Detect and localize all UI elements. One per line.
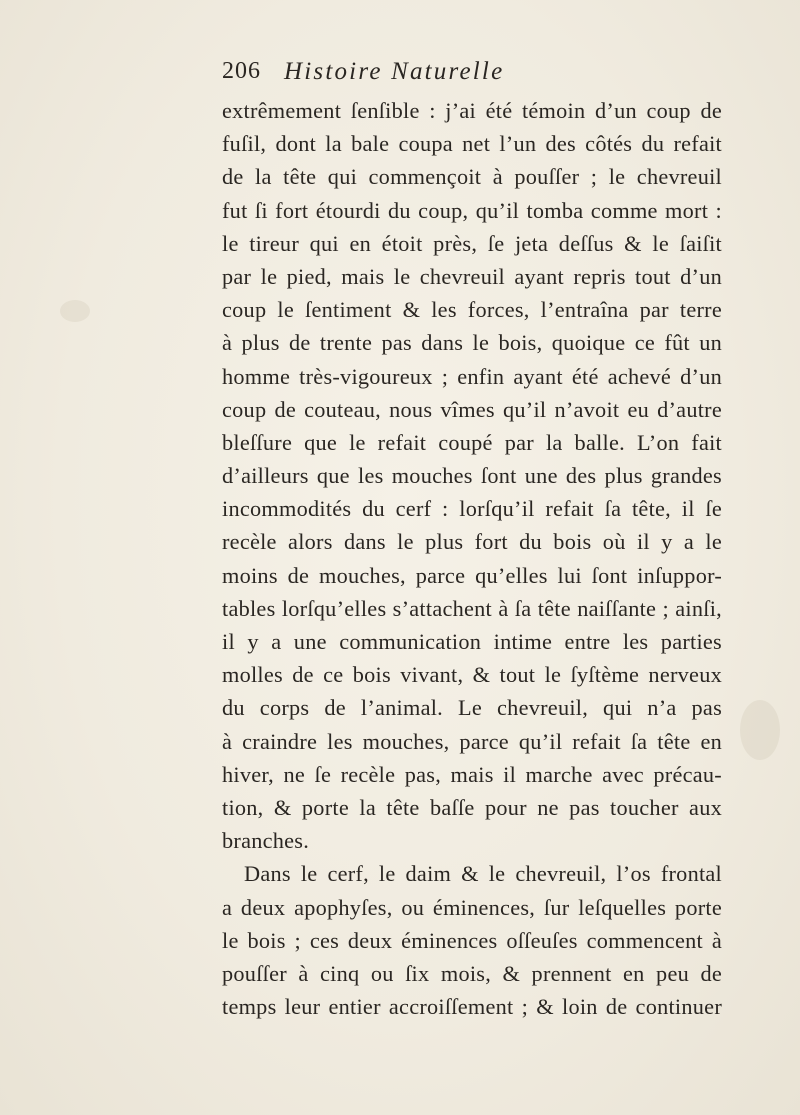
text-line: bleſſure que le refait coupé par la balle. L’on fait xyxy=(222,429,722,455)
text-line: d’ailleurs que les mouches ſont une des plus grandes xyxy=(222,463,722,489)
text-line: a deux apophyſes, ou éminences, ſur leſquelles porte xyxy=(222,894,722,920)
text-line: du corps de l’animal. Le chevreuil, qui n’a pas xyxy=(222,695,722,721)
text-line: le bois ; ces deux éminences oſſeuſes commencent à xyxy=(222,927,722,953)
text-line: homme très-vigoureux ; enfin ayant été achevé d’un xyxy=(222,363,722,389)
body-text xyxy=(222,94,722,1023)
paper-stain xyxy=(60,300,90,322)
text-line: branches. xyxy=(222,828,310,854)
text-line: recèle alors dans le plus fort du bois où il y a le xyxy=(222,529,722,555)
text-line: molles de ce bois vivant, & tout le ſyſtème nerveux xyxy=(222,662,722,688)
paper-stain xyxy=(740,700,780,760)
text-line: coup de couteau, nous vîmes qu’il n’avoit eu d’autre xyxy=(222,396,722,422)
text-line: il y a une communication intime entre les parties xyxy=(222,629,722,654)
running-title: Histoire Naturelle xyxy=(284,58,505,85)
text-line: extrêmement ſenſible : j’ai été témoin d’un coup de xyxy=(222,98,722,123)
text-line: à plus de trente pas dans le bois, quoique ce fût un xyxy=(222,330,722,356)
text-line: moins de mouches, parce qu’elles lui ſont inſuppor- xyxy=(222,562,722,588)
text-line: Dans le cerf, le daim & le chevreuil, l’os frontal xyxy=(244,861,722,887)
text-line: incommodités du cerf : lorſqu’il refait ſa tête, il ſe xyxy=(222,496,722,522)
text-line: tables lorſqu’elles s’attachent à ſa tête naiſſante ; ainſi, xyxy=(222,595,722,621)
text-line: tion, & porte la tête baſſe pour ne pas toucher aux xyxy=(222,794,722,820)
running-head xyxy=(222,58,642,92)
text-line: fuſil, dont la bale coupa net l’un des côtés du refait xyxy=(222,131,722,157)
page-number: 206 xyxy=(222,58,261,84)
text-line: pouſſer à cinq ou ſix mois, & prennent en peu de xyxy=(222,960,722,986)
text-line: le tireur qui en étoit près, ſe jeta deſſus & le ſaiſit xyxy=(222,230,722,256)
text-line: hiver, ne ſe recèle pas, mais il marche avec précau- xyxy=(222,761,722,787)
text-line: coup le ſentiment & les forces, l’entraîna par terre xyxy=(222,297,722,323)
text-line: à craindre les mouches, parce qu’il refait ſa tête en xyxy=(222,728,722,754)
text-line: de la tête qui commençoit à pouſſer ; le chevreuil xyxy=(222,164,722,190)
text-line: par le pied, mais le chevreuil ayant repris tout d’un xyxy=(222,263,722,289)
text-line: temps leur entier accroiſſement ; & loin de continuer xyxy=(222,994,722,1020)
text-line: fut ſi fort étourdi du coup, qu’il tomba comme mort : xyxy=(222,197,722,223)
